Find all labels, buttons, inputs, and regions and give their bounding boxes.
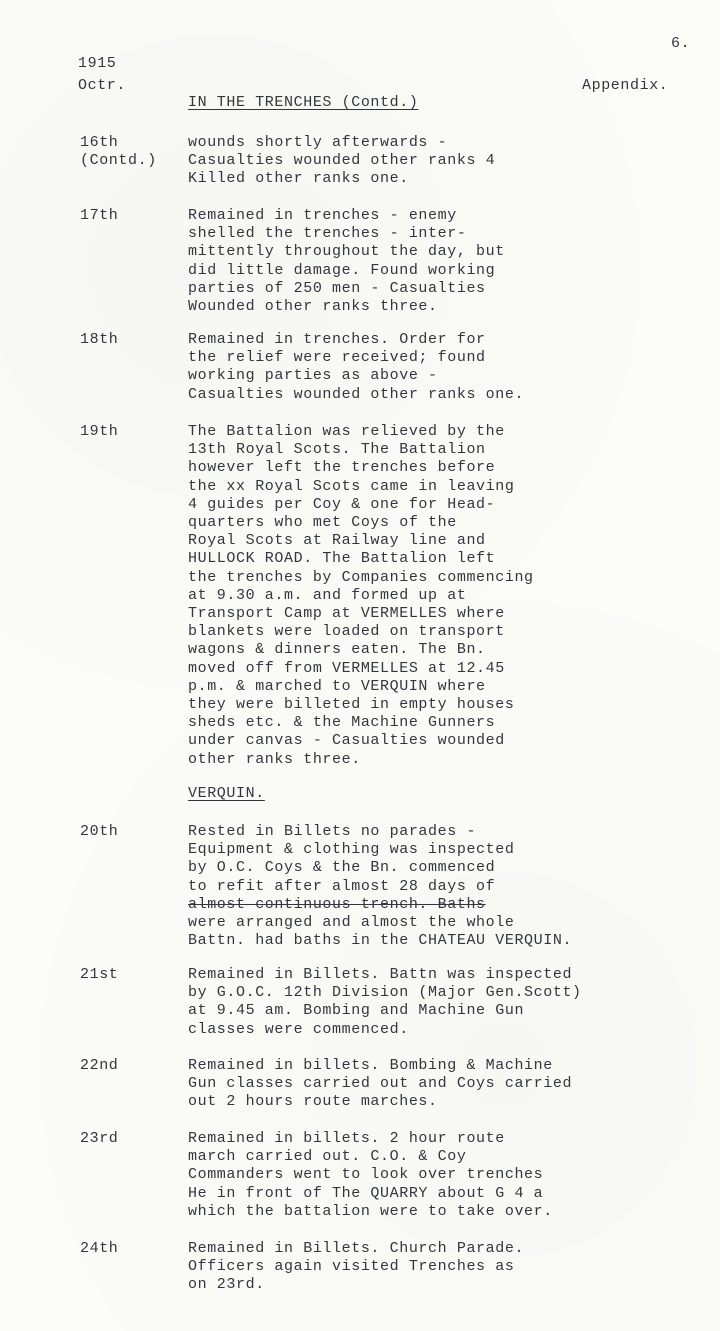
entry-date-16th: 16th (Contd.) xyxy=(80,134,157,170)
entry-date-19th: 19th xyxy=(80,423,119,440)
entry-text-16th: wounds shortly afterwards - Casualties wounded other ranks 4 Killed other ranks one. xyxy=(188,134,496,188)
entry-text-21st: Remained in Billets. Battn was inspected by G.O.C. 12th Division (Major Gen.Scott) at 9.45 am. Bombing and Machine Gun classes were commenced. xyxy=(188,966,582,1038)
section-heading-verquin: VERQUIN. xyxy=(188,785,265,802)
entry-date-20th: 20th xyxy=(80,823,119,840)
entry-text-17th: Remained in trenches - enemy shelled the trenches - inter- mittently throughout the day, but did little damage. Found working parties of 250 men - Casualties Wounded other ranks three. xyxy=(188,207,505,316)
page-number: 6. xyxy=(671,35,691,52)
entry-text-23rd: Remained in billets. 2 hour route march carried out. C.O. & Coy Commanders went to look over trenches He in front of The QUARRY about G 4 a which the battalion were to take over. xyxy=(188,1130,553,1220)
entry-date-21st: 21st xyxy=(80,966,119,983)
entry-text-22nd: Remained in billets. Bombing & Machine Gun classes carried out and Coys carried out 2 hours route marches. xyxy=(188,1057,573,1111)
entry-text-18th: Remained in trenches. Order for the relief were received; found working parties as above - Casualties wounded other ranks one. xyxy=(188,331,525,403)
entry-date-22nd: 22nd xyxy=(80,1057,119,1074)
entry-text-20th: Rested in Billets no parades - Equipment & clothing was inspected by O.C. Coys & the Bn. commenced to refit after almost 28 days of almost continuous trench. Baths were arranged and almost the whole Battn. had baths in the CHATEAU VERQUIN. xyxy=(188,823,573,950)
year-label: 1915 xyxy=(78,55,117,72)
entry-date-23rd: 23rd xyxy=(80,1130,119,1147)
section-heading-in-trenches: IN THE TRENCHES (Contd.) xyxy=(188,94,419,111)
entry-date-18th: 18th xyxy=(80,331,119,348)
entry-text-24th: Remained in Billets. Church Parade. Officers again visited Trenches as on 23rd. xyxy=(188,1240,525,1294)
month-label: Octr. xyxy=(78,77,127,94)
appendix-label: Appendix. xyxy=(582,77,669,94)
entry-date-17th: 17th xyxy=(80,207,119,224)
entry-date-24th: 24th xyxy=(80,1240,119,1257)
entry-text-19th: The Battalion was relieved by the 13th Royal Scots. The Battalion however left the trenches before the xx Royal Scots came in leaving 4 guides per Coy & one for Head- quarters who met Coys of the Royal Scots at Railway line and HULLOCK ROAD. The Battalion left the trenches by Companies commencing at 9.30 a.m. and formed up at Transport Camp at VERMELLES where blankets were loaded on transport wagons & dinners eaten. The Bn. moved off from VERMELLES at 12.45 p.m. & marched to VERQUIN where they were billeted in empty houses sheds etc. & the Machine Gunners under canvas - Casualties wounded other ranks three. xyxy=(188,423,534,768)
